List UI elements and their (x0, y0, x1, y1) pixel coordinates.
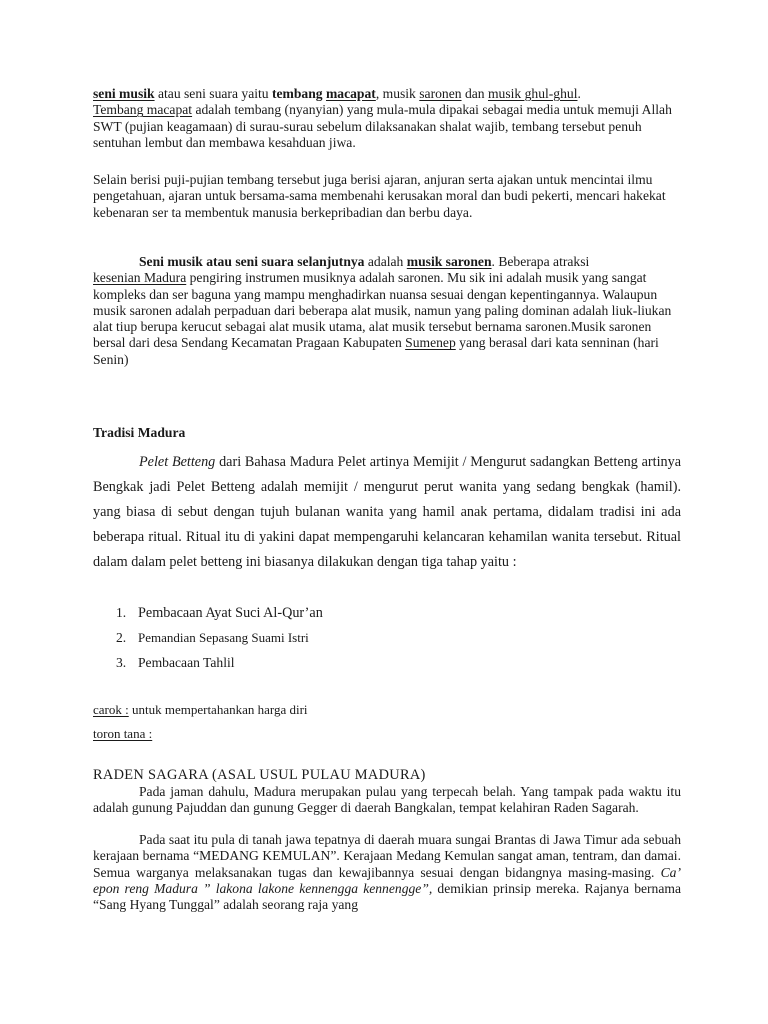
text: untuk mempertahankan harga diri (128, 702, 308, 717)
heading-raden-sagara: RADEN SAGARA (ASAL USUL PULAU MADURA) (93, 767, 426, 783)
link-saronen[interactable]: saronen (419, 86, 462, 101)
toron-line (93, 726, 681, 742)
text: adalah tembang (nyanyian) yang mula-mula dipakai sebagai media untuk memuji Allah SWT (pujian keagamaan) di surau-surau sebelum dilaksanakan shalat wajib, tembang tersebut penuh sentuhan lembut dan membawa kesahduan jiwa. (93, 102, 672, 150)
text: atau seni suara yaitu (154, 86, 272, 101)
text: pengiring instrumen musiknya adalah saronen. Mu sik ini adalah musik yang sangat kompleks dan ser baguna yang mampu menghadirkan nuansa sesuai dengan kepentingannya. Walaupun musik saronen adalah perpaduan dari beberapa alat musik, namun yang paling dominan adalah liuk-liukan alat tiup berupa kerucut sebagai alat musik utama, alat musik tersebut bernama saronen.Musik saronen bersal dari desa Sendang Kecamatan Pragaan Kabupaten (93, 270, 672, 351)
paragraph-raden-1 (93, 784, 681, 817)
list-item (116, 650, 323, 675)
link-musik-saronen[interactable]: musik saronen (406, 254, 492, 269)
ritual-steps-list (116, 600, 323, 675)
link-seni-musik[interactable]: seni musik (93, 86, 155, 101)
text: Pada jaman dahulu, Madura merupakan pulau yang terpecah belah. Yang tampak pada waktu itu adalah gunung Pajuddan dan gunung Gegger di daerah Bangkalan, tempat kelahiran Raden Sagarah. (93, 784, 681, 816)
text: dan (461, 86, 488, 101)
list-text: Pembacaan Tahlil (138, 655, 235, 670)
link-tembang-macapat[interactable]: Tembang macapat (93, 102, 193, 118)
list-item (116, 625, 323, 650)
text: Pada saat itu pula di tanah jawa tepatnya di daerah muara sungai Brantas di Jawa Timur ada sebuah kerajaan bernama “MEDANG KEMULAN”. Kerajaan Medang Kemulan sangat aman, tentram, dan damai. Semua warganya melaksanakan tugas dan kewajibannya sesuai dengan bidangnya masing-masing. (93, 832, 681, 880)
link-macapat[interactable]: macapat (325, 86, 376, 101)
text-bold: tembang (271, 86, 326, 101)
carok-line (93, 702, 681, 718)
text-bold: Seni musik atau seni suara selanjutnya (139, 254, 365, 269)
text-italic: Pelet Betteng (139, 454, 216, 470)
paragraph-musik-saronen (93, 254, 681, 368)
text-italic: Ca’ epon reng Madura ” lakona lakone kennengga kennengge”, (93, 864, 681, 896)
link-carok[interactable]: carok : (93, 702, 129, 717)
list-number: 3. (116, 655, 127, 670)
link-sumenep[interactable]: Sumenep (405, 335, 456, 351)
list-text: Pembacaan Ayat Suci Al-Qur’an (138, 605, 323, 621)
list-item (116, 600, 323, 625)
paragraph-pelet-betteng (93, 450, 681, 575)
text: , musik (375, 86, 420, 101)
list-text: Pemandian Sepasang Suami Istri (138, 630, 309, 645)
link-musik-ghul-ghul[interactable]: musik ghul-ghul (487, 86, 578, 101)
paragraph-seni-musik (93, 86, 681, 151)
paragraph-raden-2 (93, 832, 681, 913)
text: yang berasal dari kata senninan (hari Senin) (93, 335, 659, 367)
list-number: 1. (116, 605, 127, 620)
link-kesenian-madura[interactable]: kesenian Madura (93, 270, 187, 286)
text: adalah (364, 254, 407, 269)
text: . (577, 86, 581, 101)
text: demikian prinsip mereka. Rajanya bernama “Sang Hyang Tunggal” adalah seorang raja yang (93, 880, 681, 913)
heading-tradisi-madura: Tradisi Madura (93, 425, 186, 440)
paragraph-puji-pujian: Selain berisi puji-pujian tembang tersebut juga berisi ajaran, anjuran serta ajakan untuk mencintai ilmu pengetahuan, ajaran untuk bersama-sama membenahi kerusakan moral dan budi pekerti, mencari hakekat kebenaran ser ta membentuk manusia berkepribadian dan berbu daya. (93, 172, 666, 220)
text: dari Bahasa Madura Pelet artinya Memijit / Mengurut sadangkan Betteng artinya Bengkak jadi Pelet Betteng adalah memijit / mengurut perut wanita yang sedang bengkak (hamil). yang biasa di sebut dengan tujuh bulanan wanita yang hamil anak pertama, didalam tradisi ini ada beberapa ritual. Ritual itu di yakini dapat mempengaruhi kelancaran kehamilan wanita tersebut. Ritual dalam dalam pelet betteng ini biasanya dilakukan dengan tiga tahap yaitu : (93, 454, 681, 570)
text: . Beberapa atraksi (491, 254, 590, 269)
list-number: 2. (116, 630, 127, 645)
link-toron-tana[interactable]: toron tana : (93, 726, 153, 741)
